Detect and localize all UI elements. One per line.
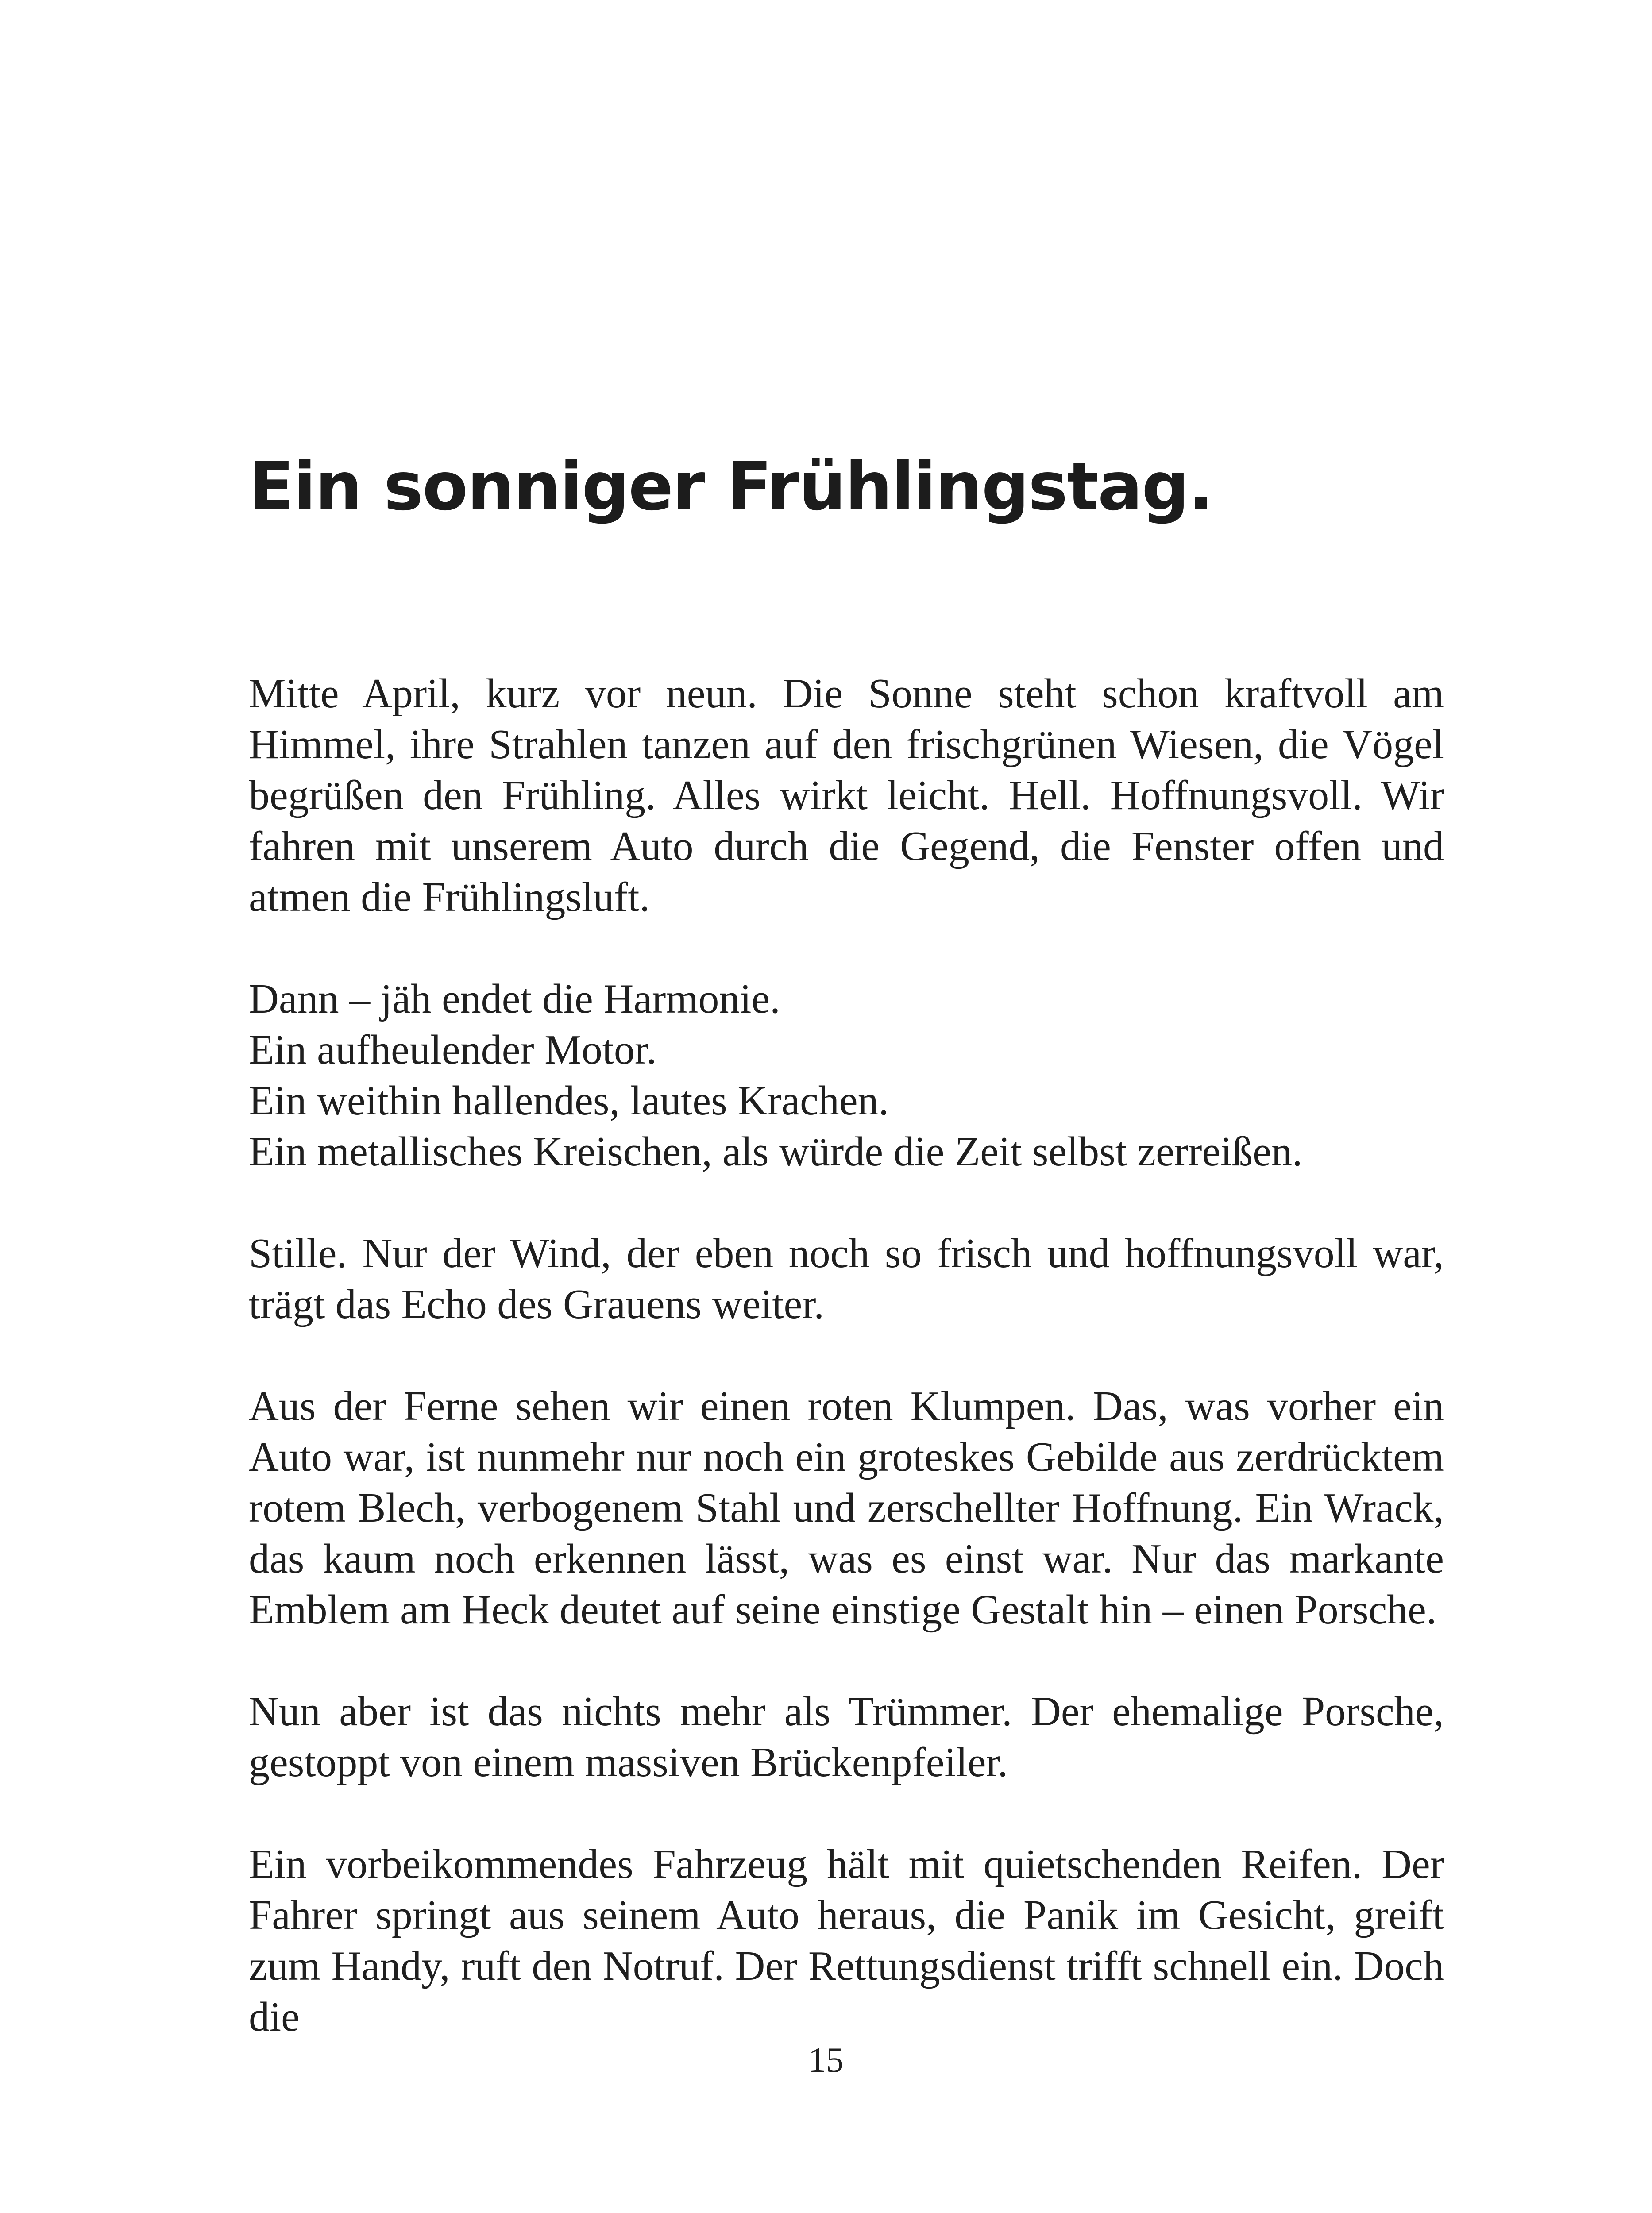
line-engine: Ein aufheulender Motor. <box>249 1027 657 1073</box>
line-screech: Ein metallisches Kreischen, als würde die Zeit selbst zerreißen. <box>249 1129 1303 1175</box>
page-number: 15 <box>808 2041 844 2080</box>
chapter-title: Ein sonniger Frühlingstag. <box>249 448 1213 525</box>
paragraph-spring-morning: Mitte April, kurz vor neun. Die Sonne steht schon kraftvoll am Himmel, ihre Strahlen tanzen auf den frischgrünen Wiesen, die Vögel begrüßen den Frühling. Alles wirkt leicht. Hell. Hoffnungsvoll. Wir fahren mit unserem Auto durch die Gegend, die Fenster offen und atmen die Frühlingsluft. <box>249 671 1444 920</box>
line-harmony-ends: Dann – jäh endet die Harmonie. <box>249 976 780 1022</box>
paragraph-rescue: Ein vorbeikommendes Fahrzeug hält mit quietschenden Reifen. Der Fahrer springt aus seinem Auto heraus, die Panik im Gesicht, greift zum Handy, ruft den Notruf. Der Rettungsdienst trifft schnell ein. Doch die <box>249 1841 1444 2040</box>
paragraph-silence: Stille. Nur der Wind, der eben noch so frisch und hoffnungsvoll war, trägt das Echo des Grauens weiter. <box>249 1230 1444 1327</box>
paragraph-wreck: Aus der Ferne sehen wir einen roten Klumpen. Das, was vorher ein Auto war, ist nunmehr nur noch ein groteskes Gebilde aus zerdrücktem rotem Blech, verbogenem Stahl und zerschellter Hoffnung. Ein Wrack, das kaum noch erkennen lässt, was es einst war. Nur das markante Emblem am Heck deutet auf seine einstige Gestalt hin – einen Porsche. <box>249 1383 1444 1633</box>
body-text <box>249 668 1444 2093</box>
line-crash: Ein weithin hallendes, lautes Krachen. <box>249 1078 889 1124</box>
paragraph-crash-lines <box>249 974 1444 1177</box>
paragraph-rubble: Nun aber ist das nichts mehr als Trümmer. Der ehemalige Porsche, gestoppt von einem massiven Brückenpfeiler. <box>249 1689 1444 1785</box>
